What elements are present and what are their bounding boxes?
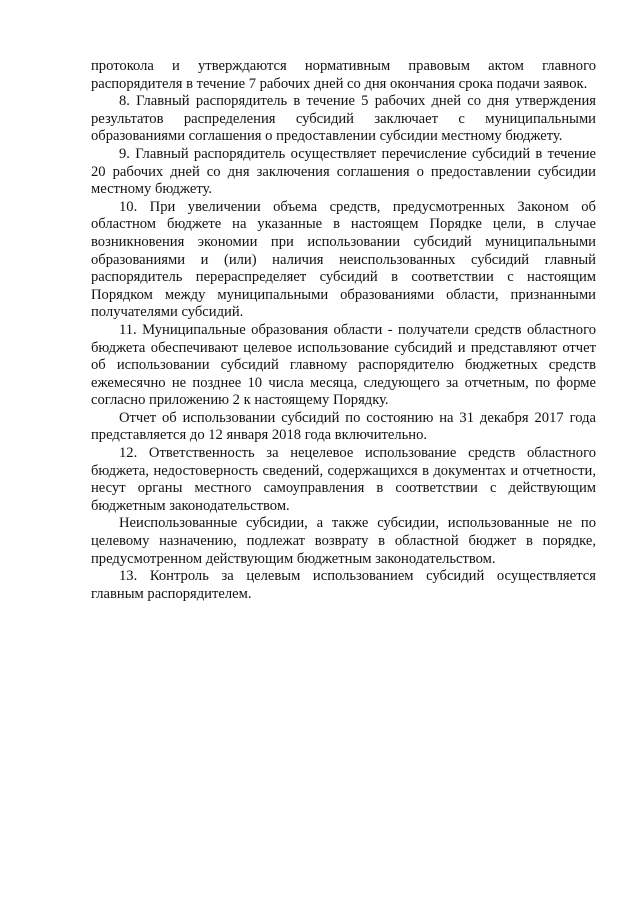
paragraph-11: 11. Муниципальные образования области - получатели средств областного бюджета обеспечивают целевое использование субсидий и представляют отчет об использовании субсидий главному распорядителю бюджетных средств ежемесячно не позднее 10 числа месяца, следующего за отчетным, по форме согласно приложению 2 к настоящему Порядку.	[91, 321, 596, 409]
document-body	[91, 58, 596, 603]
paragraph-8: 8. Главный распорядитель в течение 5 рабочих дней со дня утверждения результатов распределения субсидий заключает с муниципальными образованиями соглашения о предоставлении субсидии местному бюджету.	[91, 93, 596, 145]
paragraph-continued: протокола и утверждаются нормативным правовым актом главного распорядителя в течение 7 рабочих дней со дня окончания срока подачи заявок.	[91, 58, 596, 92]
paragraph-13: 13. Контроль за целевым использованием субсидий осуществляется главным распорядителем.	[91, 568, 596, 602]
paragraph-12-return: Неиспользованные субсидии, а также субсидии, использованные не по целевому назначению, подлежат возврату в областной бюджет в порядке, предусмотренном действующим бюджетным законодательством.	[91, 515, 596, 567]
paragraph-9: 9. Главный распорядитель осуществляет перечисление субсидий в течение 20 рабочих дней со дня заключения соглашения о предоставлении субсидии местному бюджету.	[91, 145, 596, 198]
paragraph-12: 12. Ответственность за нецелевое использование средств областного бюджета, недостоверность сведений, содержащихся в документах и отчетности, несут органы местного самоуправления в соответствии с действующим бюджетным законодательством.	[91, 445, 596, 514]
paragraph-10: 10. При увеличении объема средств, предусмотренных Законом об областном бюджете на указанные в настоящем Порядке цели, в случае возникновения экономии при использовании субсидий муниципальными образованиями и (или) наличия неиспользованных субсидий главный распорядитель перераспределяет субсидий в соответствии с настоящим Порядком между муниципальными образованиями области, признанными получателями субсидий.	[91, 198, 596, 321]
paragraph-11-report-deadline: Отчет об использовании субсидий по состоянию на 31 декабря 2017 года представляется до 12 января 2018 года включительно.	[91, 409, 596, 444]
